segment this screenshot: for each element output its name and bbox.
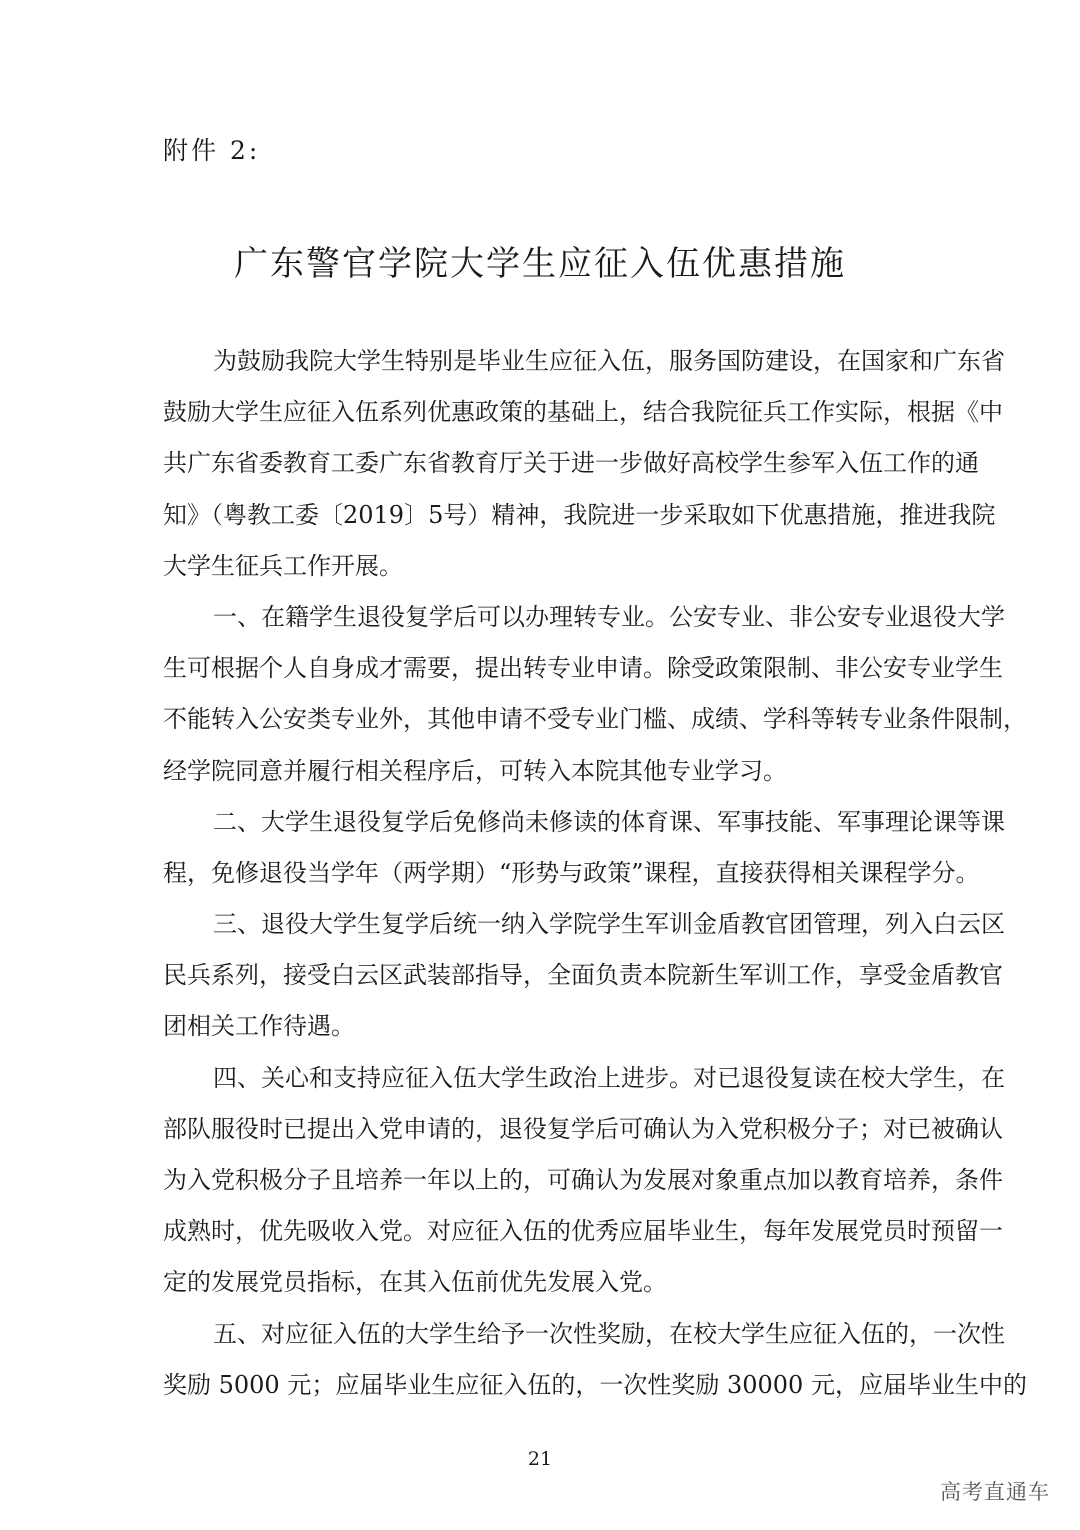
paragraph-line: 共广东省委教育工委广东省教育厅关于进一步做好高校学生参军入伍工作的通 xyxy=(163,449,979,478)
paragraph xyxy=(163,1053,1005,1309)
paragraph xyxy=(163,1309,1027,1411)
paragraph-line: 大学生征兵工作开展。 xyxy=(163,551,403,580)
paragraph-line: 程，免修退役当学年（两学期）“形势与政策”课程，直接获得相关课程学分。 xyxy=(163,858,980,887)
paragraph xyxy=(163,797,1005,899)
paragraph-line: 部队服役时已提出入党申请的，退役复学后可确认为入党积极分子；对已被确认 xyxy=(163,1114,1003,1143)
paragraph-line: 二、大学生退役复学后免修尚未修读的体育课、军事技能、军事理论课等课 xyxy=(213,807,1005,836)
paragraph-line: 鼓励大学生应征入伍系列优惠政策的基础上，结合我院征兵工作实际，根据《中 xyxy=(163,398,1003,427)
attachment-label: 附件 2: xyxy=(163,136,261,165)
paragraph-line: 定的发展党员指标，在其入伍前优先发展入党。 xyxy=(163,1268,667,1297)
paragraph-line: 成熟时，优先吸收入党。对应征入伍的优秀应届毕业生，每年发展党员时预留一 xyxy=(163,1217,1003,1246)
watermark: 高考直通车 xyxy=(940,1480,1050,1504)
paragraph-line: 不能转入公安类专业外，其他申请不受专业门槛、成绩、学科等转专业条件限制， xyxy=(163,705,1027,734)
paragraph xyxy=(163,899,1005,1053)
paragraph xyxy=(163,592,1027,797)
paragraph-line: 生可根据个人自身成才需要，提出转专业申请。除受政策限制、非公安专业学生 xyxy=(163,654,1003,683)
paragraph-line: 五、对应征入伍的大学生给予一次性奖励，在校大学生应征入伍的，一次性 xyxy=(213,1319,1005,1348)
paragraph-line: 民兵系列，接受白云区武装部指导，全面负责本院新生军训工作，享受金盾教官 xyxy=(163,961,1003,990)
paragraph-line: 经学院同意并履行相关程序后，可转入本院其他专业学习。 xyxy=(163,756,787,785)
document-body xyxy=(163,336,1027,1411)
paragraph-line: 知》（粤教工委〔2019〕5号）精神，我院进一步采取如下优惠措施，推进我院 xyxy=(163,500,996,529)
paragraph-line: 为鼓励我院大学生特别是毕业生应征入伍，服务国防建设，在国家和广东省 xyxy=(213,347,1005,375)
paragraph-line: 奖励 5000 元；应届毕业生应征入伍的，一次性奖励 30000 元，应届毕业生中的 xyxy=(163,1370,1027,1399)
document-title: 广东警官学院大学生应征入伍优惠措施 xyxy=(234,244,846,284)
page-number: 21 xyxy=(527,1448,553,1470)
paragraph-line: 三、退役大学生复学后统一纳入学院学生军训金盾教官团管理，列入白云区 xyxy=(213,910,1005,939)
paragraph-line: 团相关工作待遇。 xyxy=(163,1012,355,1041)
paragraph xyxy=(163,336,1005,592)
paragraph-line: 为入党积极分子且培养一年以上的，可确认为发展对象重点加以教育培养，条件 xyxy=(163,1166,1003,1194)
paragraph-line: 一、在籍学生退役复学后可以办理转专业。公安专业、非公安专业退役大学 xyxy=(213,602,1005,631)
paragraph-line: 四、关心和支持应征入伍大学生政治上进步。对已退役复读在校大学生，在 xyxy=(213,1063,1005,1092)
